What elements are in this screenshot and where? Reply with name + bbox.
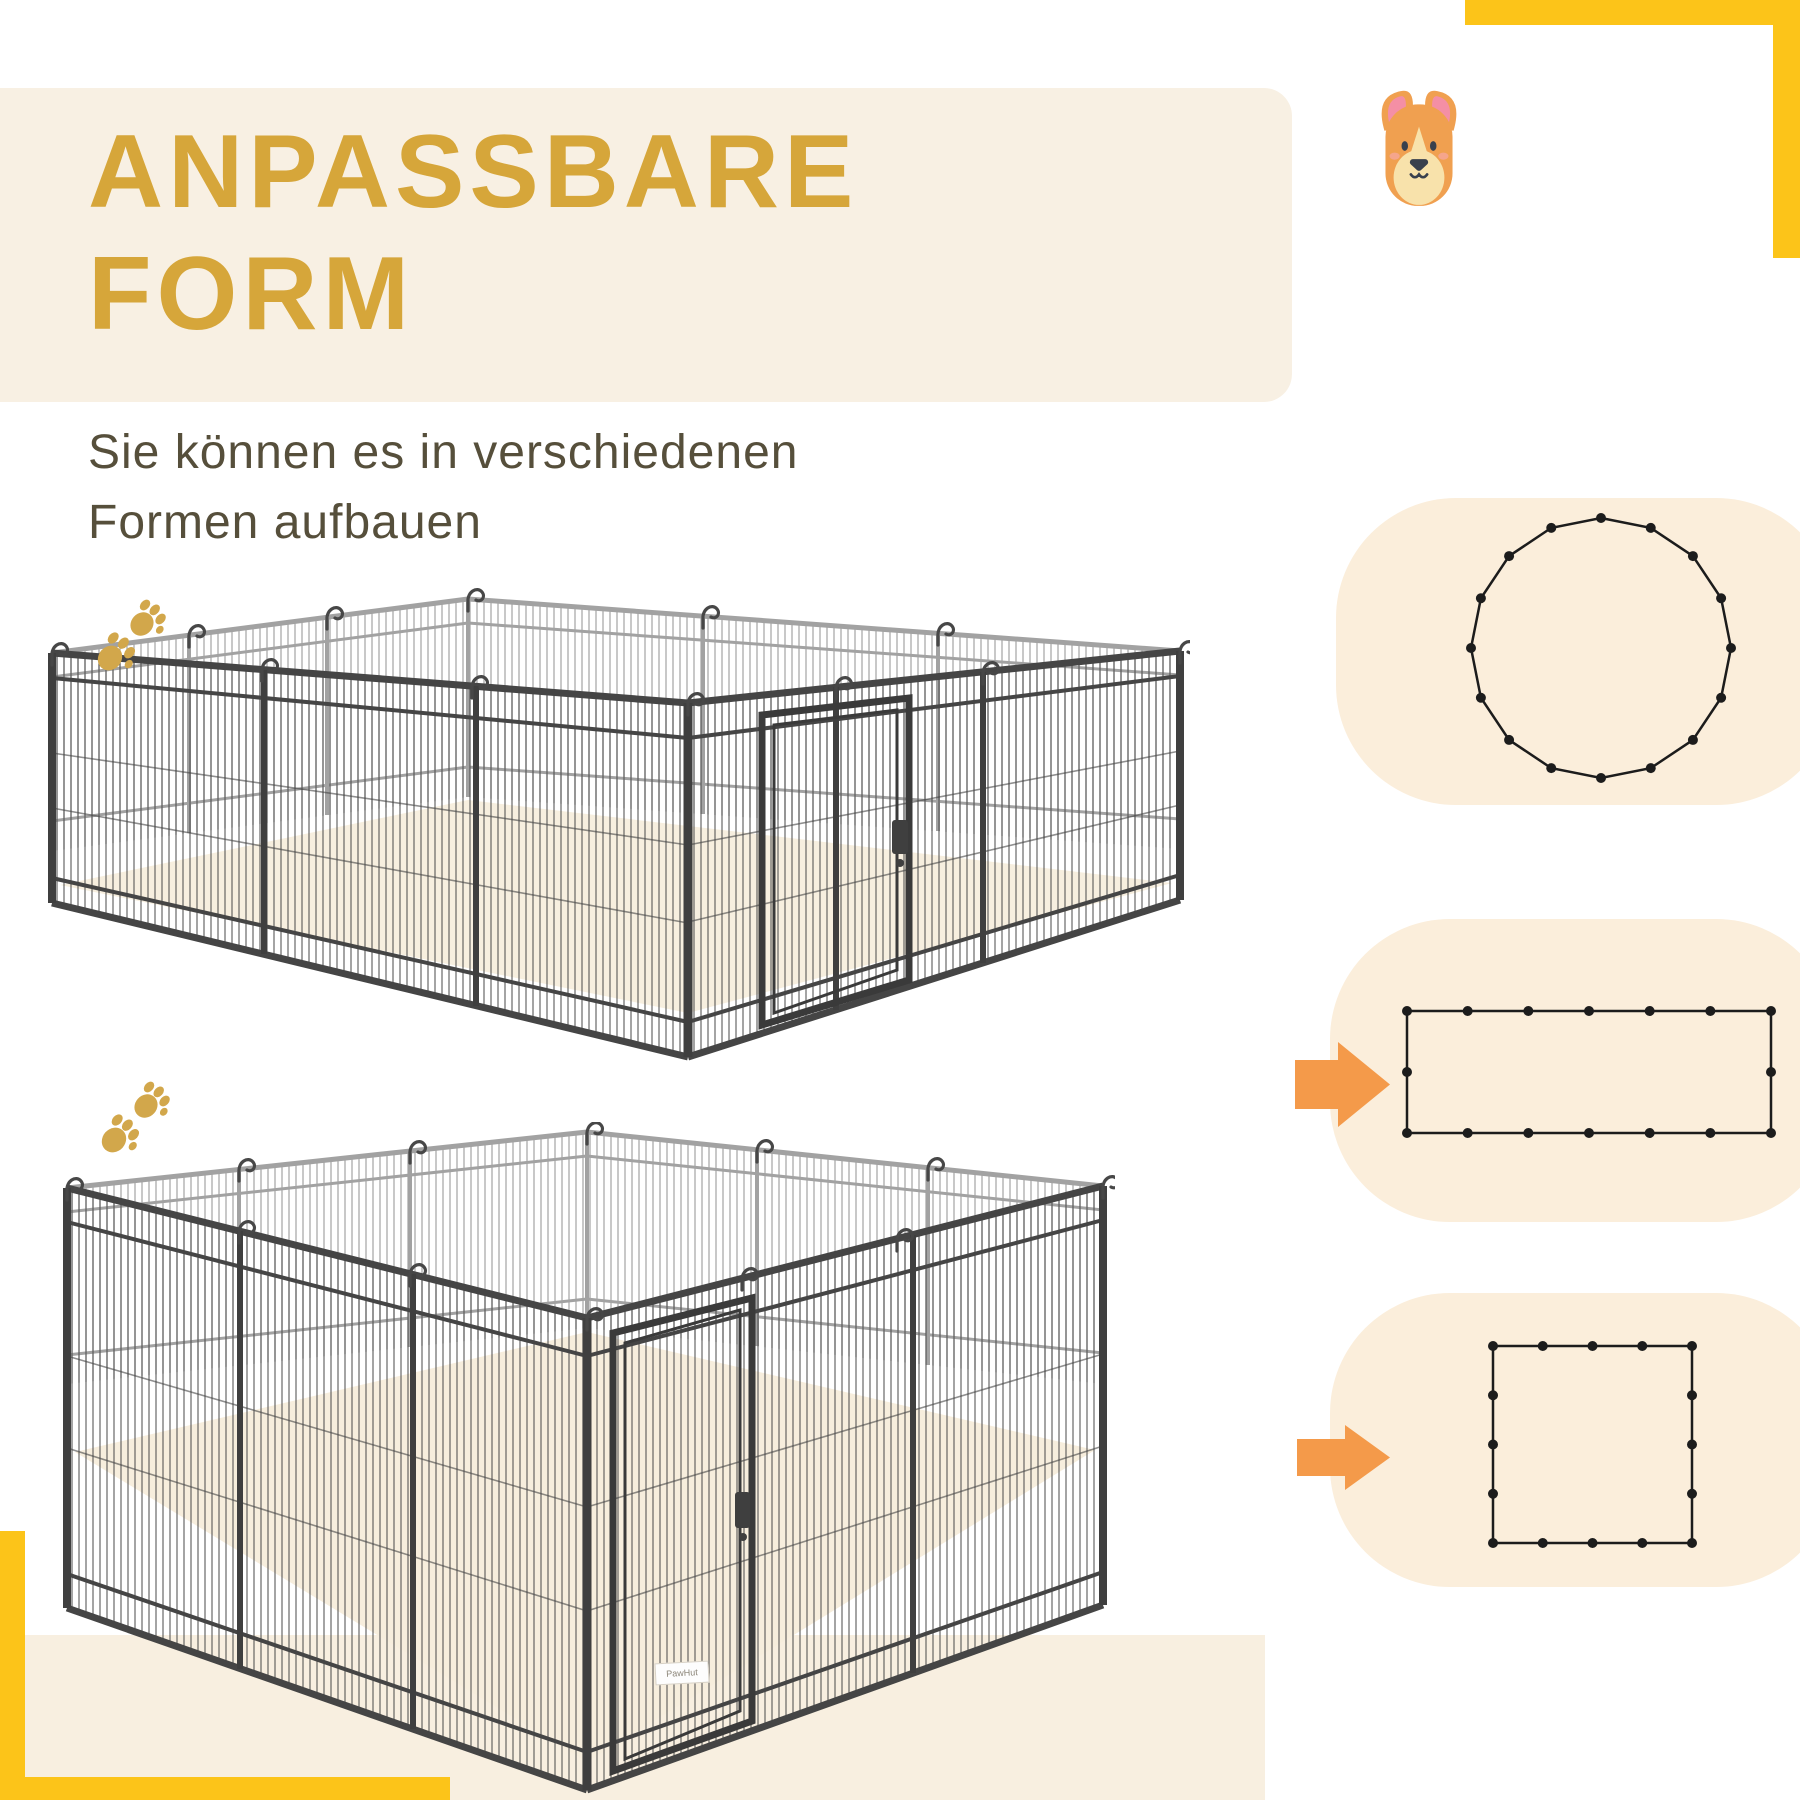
page-subtitle xyxy=(88,418,988,557)
corner-decoration-bottom-left xyxy=(0,1777,450,1800)
arrow-right-icon xyxy=(1297,1425,1390,1490)
arrow-right-icon xyxy=(1295,1042,1390,1127)
page-title xyxy=(88,112,1238,355)
title-line-2: FORM xyxy=(88,235,415,352)
square-configuration-diagram xyxy=(1470,1320,1720,1570)
corner-decoration-top-right xyxy=(1465,0,1800,25)
subtitle-line-1: Sie können es in verschiedenen xyxy=(88,426,799,479)
paw-prints-icon xyxy=(88,1080,180,1172)
subtitle-line-2: Formen aufbauen xyxy=(88,495,482,549)
paw-prints-icon xyxy=(84,598,176,690)
corgi-face-icon xyxy=(1368,84,1470,211)
playpen-photo-rectangular xyxy=(40,585,1190,1085)
circle-configuration-diagram xyxy=(1440,480,1780,820)
rectangle-configuration-diagram xyxy=(1380,985,1800,1160)
corner-decoration-bottom-left-vertical xyxy=(0,1531,25,1800)
corner-decoration-top-right-vertical xyxy=(1773,0,1800,258)
title-line-1: ANPASSBARE xyxy=(88,114,859,230)
door-latch xyxy=(735,1492,750,1528)
playpen-photo-square xyxy=(55,1122,1115,1797)
door-latch xyxy=(892,820,908,854)
brand-label: PawHut xyxy=(654,1661,709,1686)
